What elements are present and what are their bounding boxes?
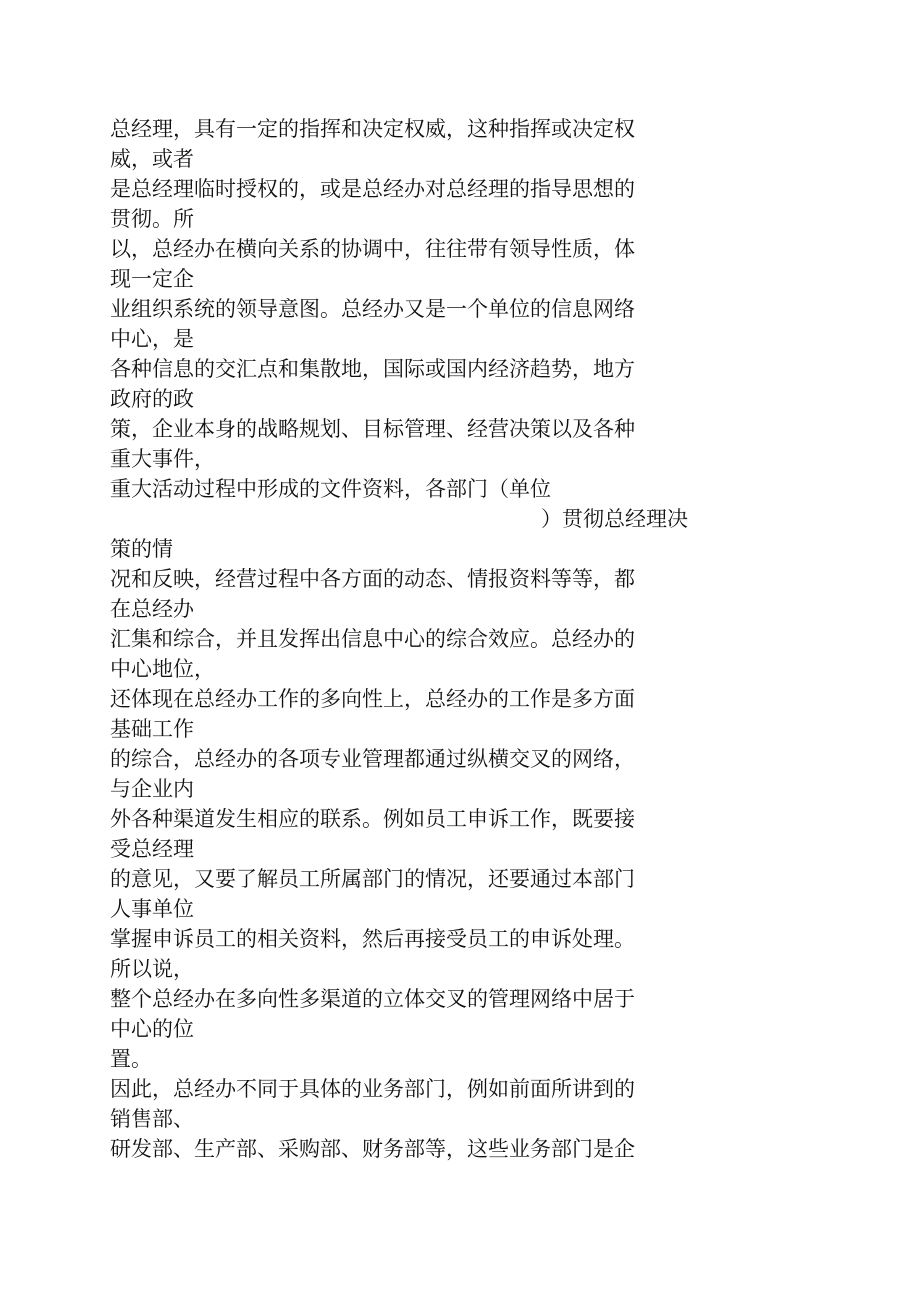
text-line: 中心地位， bbox=[110, 657, 215, 681]
text-line: 销售部、 bbox=[110, 1107, 194, 1131]
text-line: 策的情 bbox=[110, 537, 173, 561]
text-line: 还体现在总经办工作的多向性上，总经办的工作是多方面 bbox=[110, 687, 635, 711]
text-line: 受总经理 bbox=[110, 837, 194, 861]
text-line: 所以说， bbox=[110, 957, 194, 981]
text-line: 汇集和综合，并且发挥出信息中心的综合效应。总经办的 bbox=[110, 627, 635, 651]
text-line: 况和反映，经营过程中各方面的动态、情报资料等等，都 bbox=[110, 567, 635, 591]
text-line: 业组织系统的领导意图。总经办又是一个单位的信息网络 bbox=[110, 297, 635, 321]
text-line: 人事单位 bbox=[110, 897, 194, 921]
text-line: 现一定企 bbox=[110, 267, 194, 291]
body-text bbox=[110, 114, 700, 1164]
text-line: 与企业内 bbox=[110, 777, 194, 801]
text-line: 置。 bbox=[110, 1047, 152, 1071]
text-line: 是总经理临时授权的，或是总经办对总经理的指导思想的 bbox=[110, 177, 635, 201]
text-line: 重大活动过程中形成的文件资料，各部门（单位 bbox=[110, 477, 551, 501]
text-line: 整个总经办在多向性多渠道的立体交叉的管理网络中居于 bbox=[110, 987, 635, 1011]
text-line: 的综合，总经办的各项专业管理都通过纵横交叉的网络， bbox=[110, 747, 635, 771]
text-line: 策，企业本身的战略规划、目标管理、经营决策以及各种 bbox=[110, 417, 635, 441]
text-line: 重大事件， bbox=[110, 447, 215, 471]
text-line: 的意见，又要了解员工所属部门的情况，还要通过本部门 bbox=[110, 867, 635, 891]
text-line: 以，总经办在横向关系的协调中，往往带有领导性质，体 bbox=[110, 237, 635, 261]
text-line: 在总经办 bbox=[110, 597, 194, 621]
text-line: 贯彻。所 bbox=[110, 207, 194, 231]
text-line: 中心的位 bbox=[110, 1017, 194, 1041]
text-line: 研发部、生产部、采购部、财务部等，这些业务部门是企 bbox=[110, 1137, 635, 1161]
text-line: 威，或者 bbox=[110, 147, 194, 171]
text-line: 外各种渠道发生相应的联系。例如员工申诉工作，既要接 bbox=[110, 807, 635, 831]
text-line: 因此，总经办不同于具体的业务部门，例如前面所讲到的 bbox=[110, 1077, 635, 1101]
text-line: 政府的政 bbox=[110, 387, 194, 411]
text-line: 基础工作 bbox=[110, 717, 194, 741]
text-line: 各种信息的交汇点和集散地，国际或国内经济趋势，地方 bbox=[110, 357, 635, 381]
text-line: 掌握申诉员工的相关资料，然后再接受员工的申诉处理。 bbox=[110, 927, 635, 951]
text-line: 总经理，具有一定的指挥和决定权威，这种指挥或决定权 bbox=[110, 117, 635, 141]
text-line: 中心，是 bbox=[110, 327, 194, 351]
text-line: ）贯彻总经理决 bbox=[541, 507, 688, 531]
